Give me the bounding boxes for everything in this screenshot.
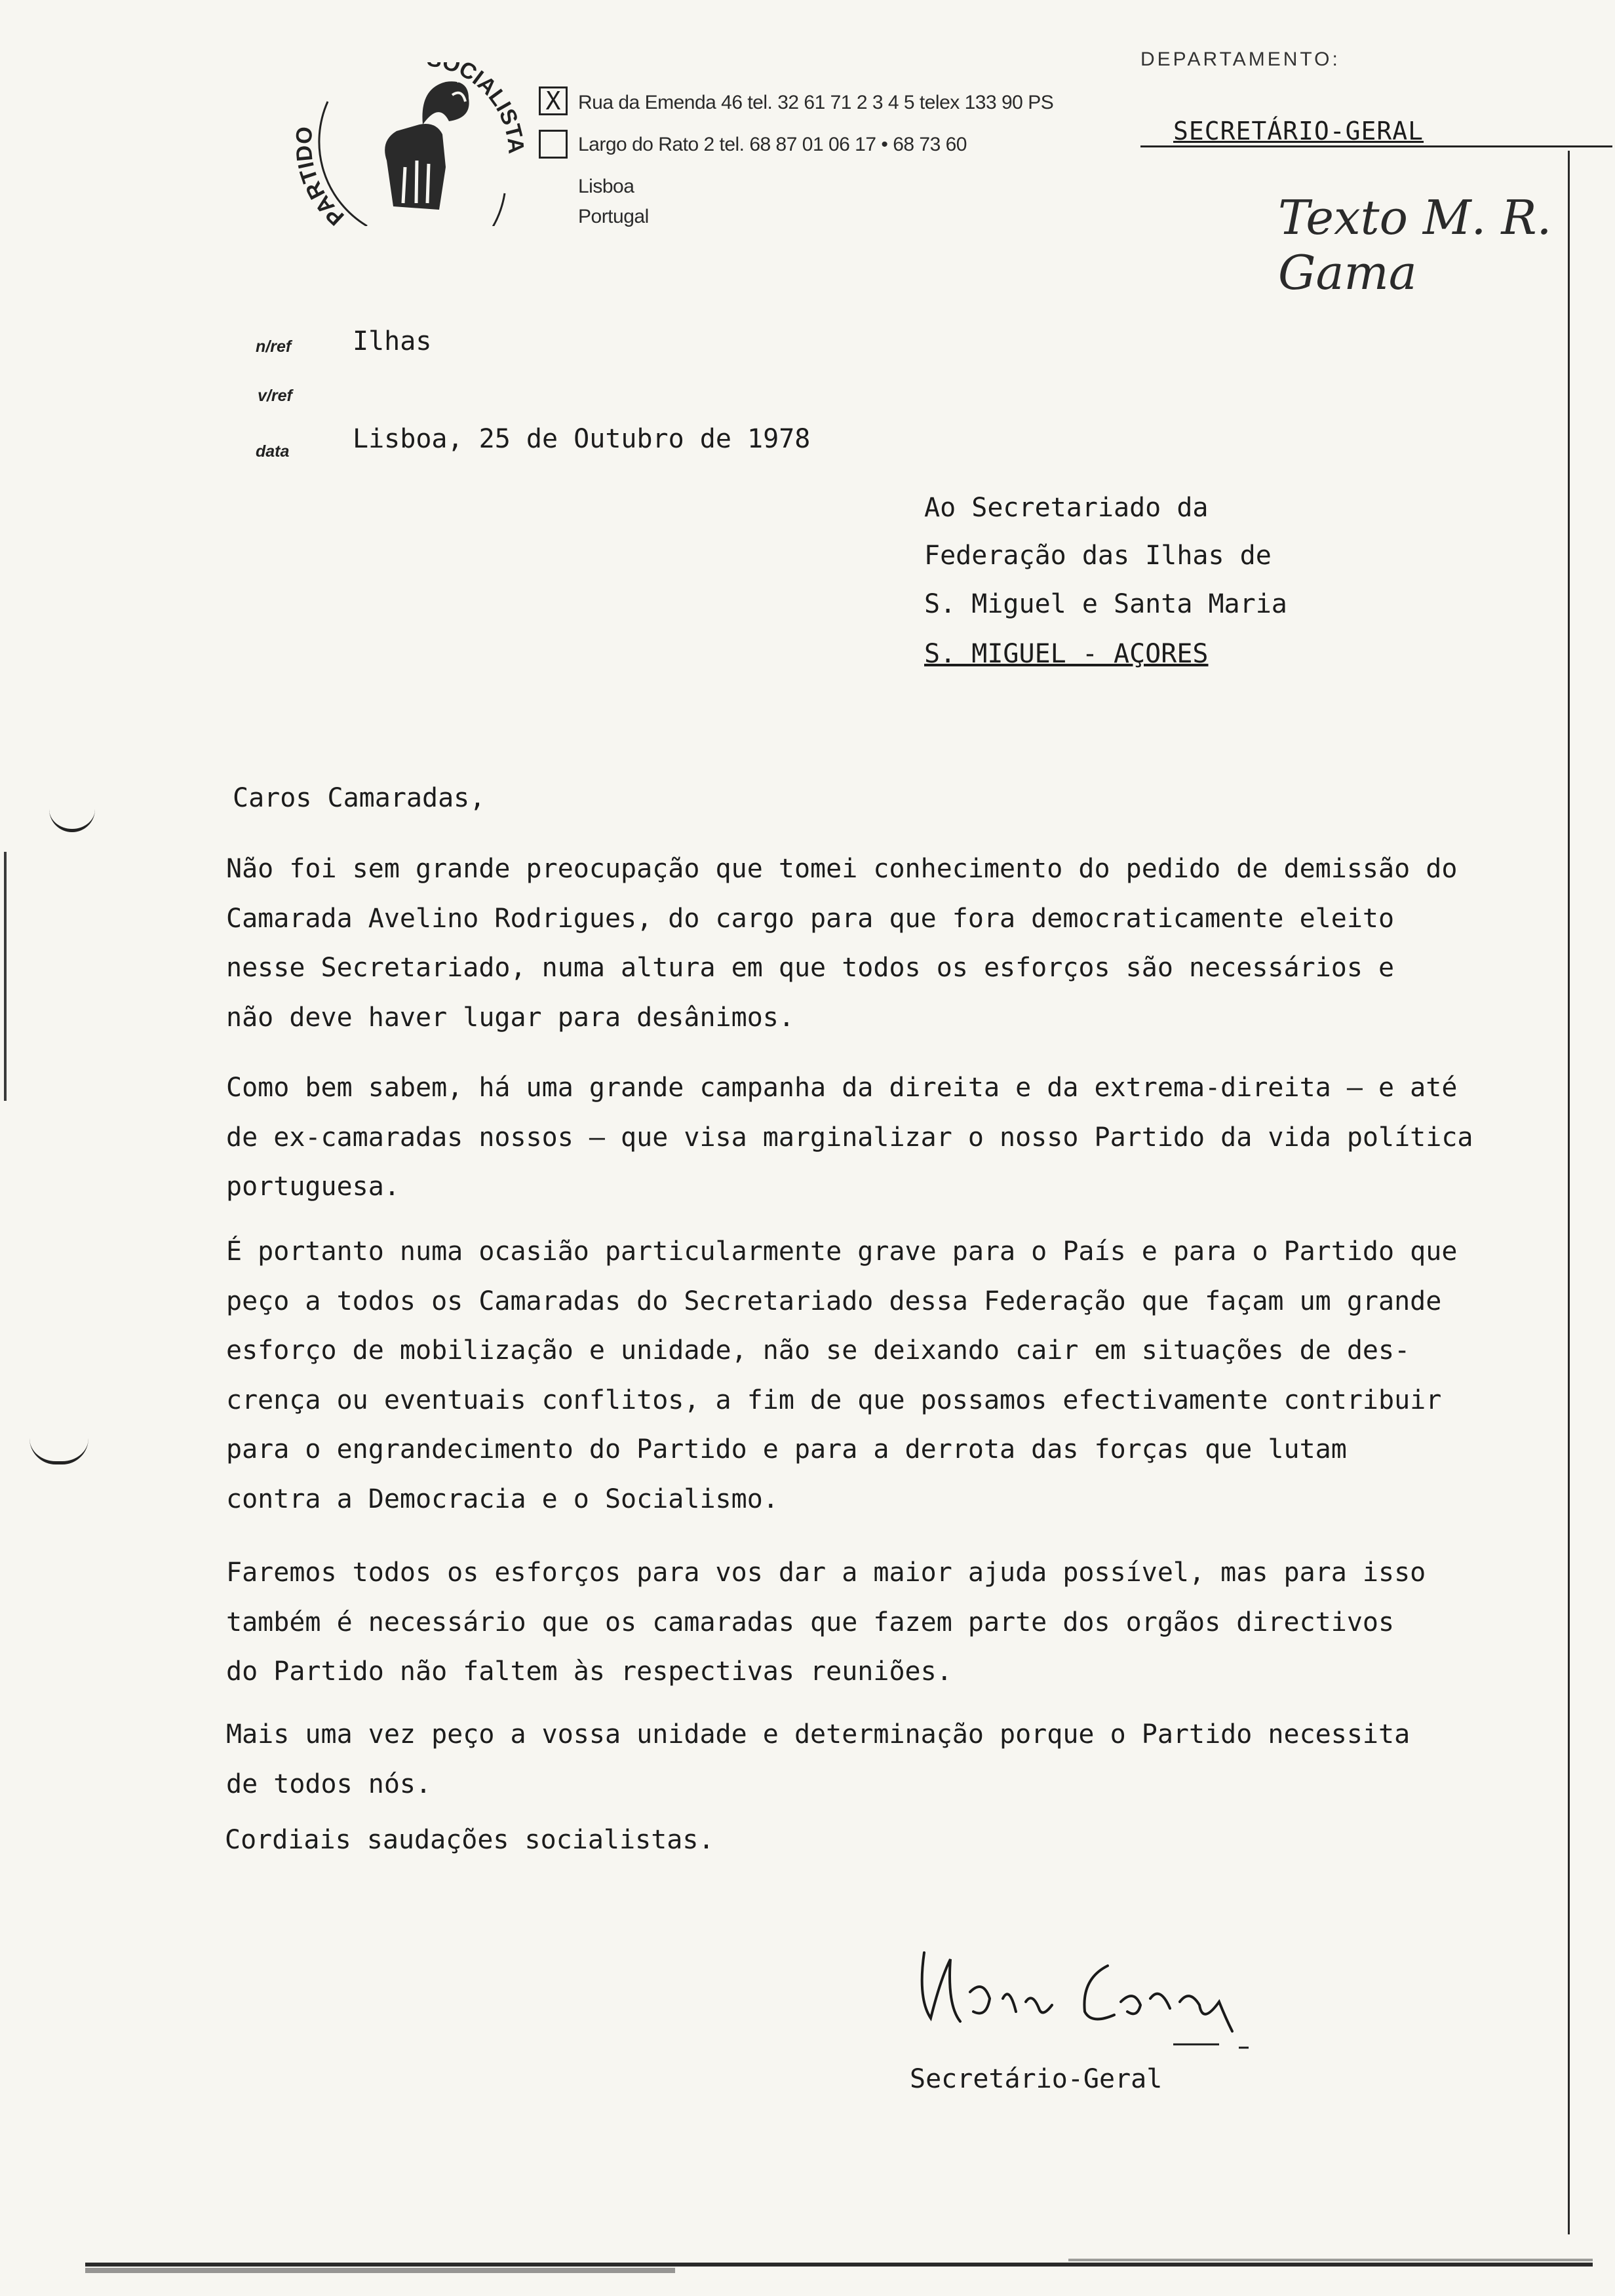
paragraph-5-line: Mais uma vez peço a vossa unidade e determinação porque o Partido necessita — [226, 1719, 1411, 1750]
paragraph-5-line: de todos nós. — [226, 1769, 432, 1799]
checkbox-largo-rato[interactable] — [539, 130, 568, 159]
paragraph-1-line: Camarada Avelino Rodrigues, do cargo para que fora democraticamente eleito — [226, 903, 1395, 934]
paragraph-4-line: também é necessário que os camaradas que fazem parte dos orgãos directivos — [226, 1607, 1395, 1637]
paragraph-4-line: Faremos todos os esforços para vos dar a maior ajuda possível, mas para isso — [226, 1558, 1426, 1588]
department-name: SECRETÁRIO-GERAL — [1173, 117, 1424, 145]
paragraph-3-line: peço a todos os Camaradas do Secretariado dessa Federação que façam um grande — [226, 1286, 1442, 1316]
paragraph-2-line: de ex-camaradas nossos — que visa marginalizar o nosso Partido da vida política — [226, 1122, 1473, 1153]
signer-title: Secretário-Geral — [910, 2064, 1163, 2094]
salutation: Caros Camaradas, — [233, 783, 486, 813]
address-largo-rato: Largo do Rato 2 tel. 68 87 01 06 17 • 68 73 60 — [578, 134, 967, 155]
paragraph-3-line: esforço de mobilização e unidade, não se deixando cair em situações de des- — [226, 1335, 1411, 1366]
paragraph-2-line: portuguesa. — [226, 1172, 400, 1202]
paragraph-2 — [226, 1063, 1563, 1212]
city: Lisboa — [578, 176, 634, 197]
scan-bottom-band — [85, 2257, 1593, 2276]
paragraph-1-line: nesse Secretariado, numa altura em que todos os esforços são necessários e — [226, 953, 1395, 983]
address-rua-emenda: Rua da Emenda 46 tel. 32 61 71 2 3 4 5 telex 133 90 PS — [578, 92, 1054, 113]
svg-text:PARTIDO: PARTIDO — [291, 125, 349, 226]
vref-label: v/ref — [258, 387, 292, 405]
nref-label: n/ref — [256, 337, 292, 356]
paragraph-3-line: crença ou eventuais conflitos, a fim de que possamos efectivamente contribuir — [226, 1385, 1442, 1415]
handwritten-note: Texto M. R. Gama — [1278, 190, 1552, 300]
paragraph-4-line: do Partido não faltem às respectivas reuniões. — [226, 1656, 952, 1687]
party-logo — [288, 62, 537, 226]
country: Portugal — [578, 206, 649, 227]
paragraph-3 — [226, 1227, 1563, 1524]
paragraph-3-line: É portanto numa ocasião particularmente grave para o País e para o Partido que — [226, 1236, 1458, 1267]
scan-edge-right — [1568, 151, 1570, 2234]
paragraph-1-line: não deve haver lugar para desânimos. — [226, 1002, 794, 1033]
signature-scribble — [911, 1940, 1304, 2051]
recipient-line-3: S. Miguel e Santa Maria — [924, 589, 1287, 619]
date-label: data — [256, 442, 290, 461]
recipient-line-2: Federação das Ilhas de — [924, 541, 1272, 571]
punch-hole-mark — [29, 1438, 88, 1464]
paragraph-2-line: Como bem sabem, há uma grande campanha da direita e da extrema-direita — e até — [226, 1073, 1458, 1103]
recipient-line-1: Ao Secretariado da — [924, 493, 1209, 523]
department-rule — [1140, 145, 1612, 147]
party-logo-emblem — [288, 62, 537, 226]
paragraph-3-line: contra a Democracia e o Socialismo. — [226, 1483, 779, 1514]
nref-value: Ilhas — [353, 326, 432, 356]
paragraph-5 — [226, 1710, 1563, 1809]
punch-hole-mark — [49, 809, 95, 832]
date-value: Lisboa, 25 de Outubro de 1978 — [353, 424, 811, 454]
scan-edge-left — [4, 852, 7, 1101]
recipient-line-4: S. MIGUEL - AÇORES — [924, 639, 1209, 669]
department-label: DEPARTAMENTO: — [1140, 48, 1340, 70]
signature — [911, 1940, 1304, 2054]
paragraph-1 — [226, 845, 1563, 1043]
paragraph-1-line: Não foi sem grande preocupação que tomei conhecimento do pedido de demissão do — [226, 854, 1458, 884]
paragraph-4 — [226, 1548, 1563, 1697]
checkbox-rua-emenda[interactable]: X — [539, 86, 568, 115]
svg-text:SOCIALISTA: OCIALISTA — [438, 62, 529, 155]
paragraph-3-line: para o engrandecimento do Partido e para a derrota das forças que lutam — [226, 1434, 1347, 1464]
closing: Cordiais saudações socialistas. — [225, 1825, 714, 1855]
